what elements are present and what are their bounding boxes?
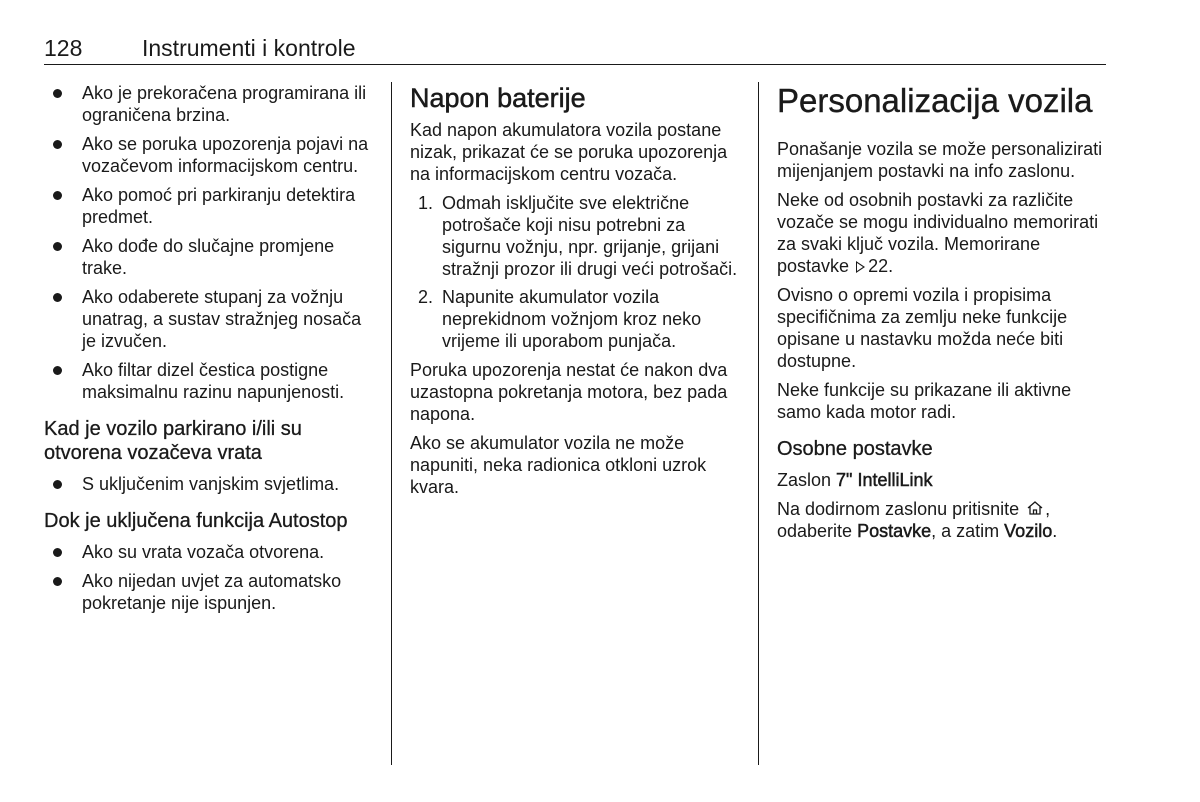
bullet-icon	[53, 480, 62, 489]
personalization-para-1: Ponašanje vozila se može personalizirati mijenjanjem postavki na info zaslonu.	[777, 139, 1103, 181]
heading-parked: Kad je vozilo parkirano i/ili su otvorena vozačeva vrata	[44, 418, 302, 464]
list-item: Ako su vrata vozača otvorena.	[44, 541, 374, 563]
heading-vehicle-personalization: Personalizacija vozila	[777, 82, 1093, 119]
list-item: Ako filtar dizel čestica postigne maksimalnu razinu napunjenosti.	[44, 359, 374, 403]
settings-label: Postavke	[857, 521, 932, 541]
list-item: Ako nijedan uvjet za automatsko pokretanje nije ispunjen.	[44, 570, 374, 614]
screen-name: 7" IntelliLink	[836, 470, 933, 490]
parked-bullet-list	[44, 473, 374, 495]
bullet-icon	[53, 89, 62, 98]
step-number: 1.	[418, 193, 434, 213]
list-item: Ako odaberete stupanj za vožnju unatrag, a sustav stražnjeg nosača je izvučen.	[44, 286, 374, 352]
bullet-icon	[53, 242, 62, 251]
page-reference-arrow-icon	[856, 261, 865, 273]
bullet-icon	[53, 140, 62, 149]
heading-autostop: Dok je uključena funkcija Autostop	[44, 510, 348, 532]
bullet-icon	[53, 548, 62, 557]
page-reference-link[interactable]: 22.	[868, 256, 894, 276]
list-item: S uključenim vanjskim svjetlima.	[44, 473, 374, 495]
page-header	[44, 34, 1106, 65]
list-item: Ako pomoć pri parkiranju detektira predmet.	[44, 184, 374, 228]
home-icon	[1026, 500, 1044, 516]
list-item: Ako dođe do slučajne promjene trake.	[44, 235, 374, 279]
touch-instruction: Na dodirnom zaslonu pritisnite , odaberite Postavke, a zatim Vozilo.	[777, 499, 1058, 541]
step-text: Napunite akumulator vozila neprekidnom vožnjom kroz neko vrijeme ili uporabom punjača.	[442, 287, 702, 351]
column-right	[777, 82, 1107, 549]
list-item: Ako se poruka upozorenja pojavi na vozačevom informacijskom centru.	[44, 133, 374, 177]
step-number: 2.	[418, 287, 434, 307]
warning-bullet-list	[44, 82, 374, 403]
autostop-bullet-list	[44, 541, 374, 614]
bullet-icon	[53, 366, 62, 375]
screen-type-line: Zaslon 7" IntelliLink	[777, 470, 933, 490]
step-text: Odmah isključite sve električne potrošače koji nisu potrebni za sigurnu vožnju, npr. grijanje, grijani stražnji prozor ili drugi veći potrošači.	[442, 193, 738, 279]
column-left	[44, 82, 374, 621]
bullet-icon	[53, 577, 62, 586]
heading-battery-voltage: Napon baterije	[410, 83, 586, 113]
battery-message-disappear: Poruka upozorenja nestat će nakon dva uzastopna pokretanja motora, bez pada napona.	[410, 360, 728, 424]
personalization-para-2: Neke od osobnih postavki za različite vozače se mogu individualno memorirati za svaki ključ vozila. Memorirane postavke 22.	[777, 190, 1099, 276]
bullet-icon	[53, 293, 62, 302]
page-number: 128	[44, 35, 83, 61]
battery-steps	[410, 192, 744, 352]
battery-workshop: Ako se akumulator vozila ne može napuniti, neka radionica otkloni uzrok kvara.	[410, 433, 707, 497]
column-divider-2	[758, 82, 759, 765]
battery-intro: Kad napon akumulatora vozila postane nizak, prikazat će se poruka upozorenja na informacijskom centru vozača.	[410, 120, 728, 184]
heading-personal-settings: Osobne postavke	[777, 438, 933, 460]
list-item: Ako je prekoračena programirana ili ograničena brzina.	[44, 82, 374, 126]
column-middle	[410, 82, 744, 505]
list-item	[410, 192, 744, 280]
bullet-icon	[53, 191, 62, 200]
personalization-para-3: Ovisno o opremi vozila i propisima specifičnima za zemlju neke funkcije opisane u nastavku možda neće biti dostupne.	[777, 285, 1068, 371]
column-divider-1	[391, 82, 392, 765]
list-item	[410, 286, 744, 352]
personalization-para-4: Neke funkcije su prikazane ili aktivne samo kada motor radi.	[777, 380, 1072, 422]
section-title: Instrumenti i kontrole	[142, 35, 356, 61]
vehicle-label: Vozilo	[1004, 521, 1053, 541]
